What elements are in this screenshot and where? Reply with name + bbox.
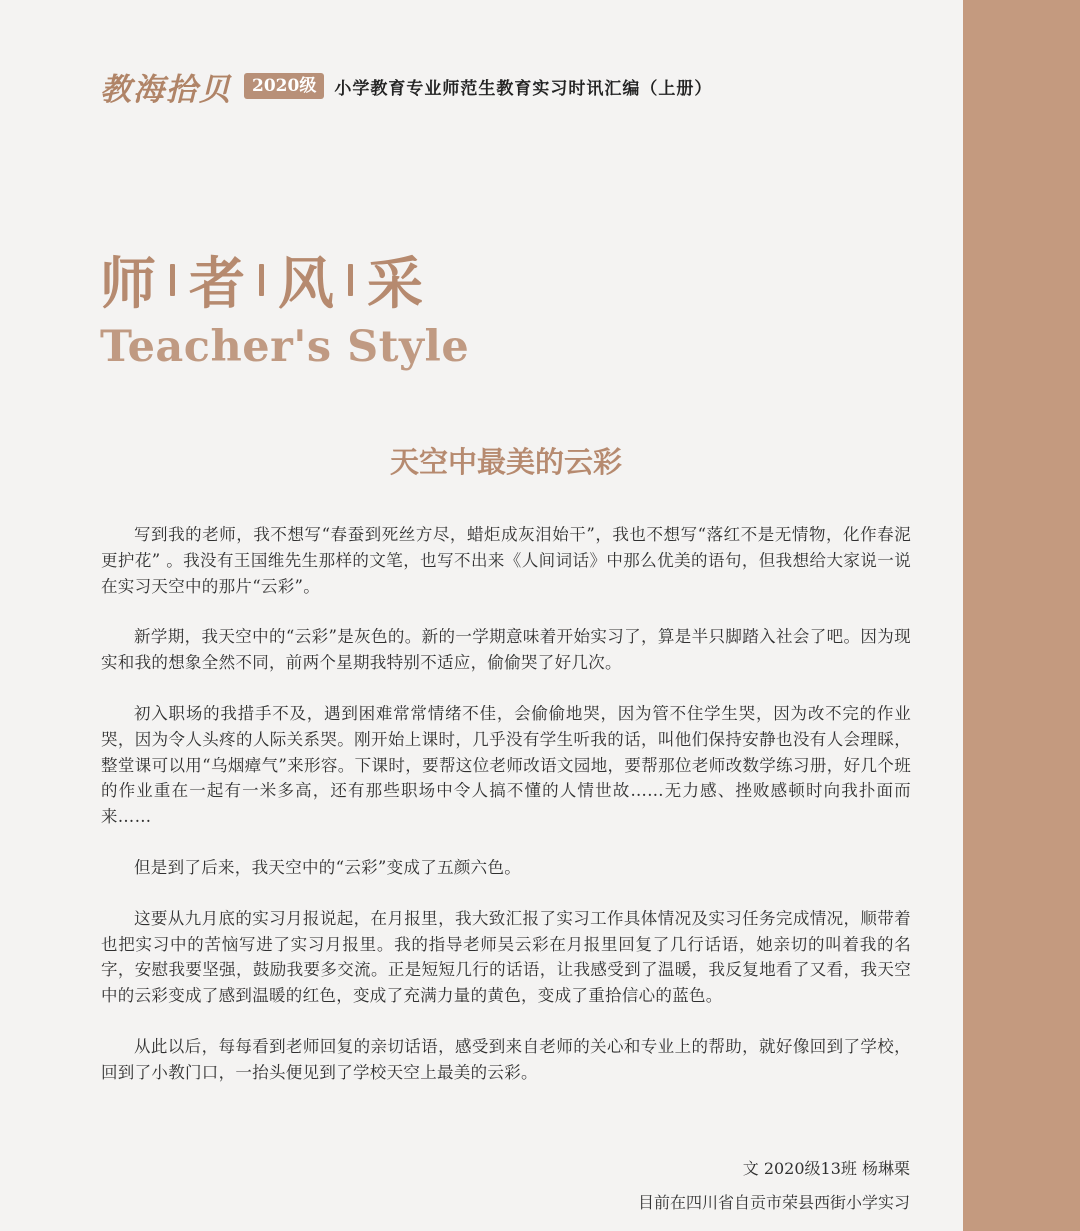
article-byline (638, 1152, 910, 1220)
title-separator (259, 264, 264, 296)
article-paragraph: 新学期，我天空中的“云彩”是灰色的。新的一学期意味着开始实习了，算是半只脚踏入社会了吧。因为现实和我的想象全然不同，前两个星期我特别不适应，偷偷哭了好几次。 (101, 627, 911, 673)
series-logo: 教海拾贝 (100, 71, 232, 108)
title-separator (170, 264, 175, 296)
section-title-char: 采 (367, 251, 423, 317)
author-line: 文 2020级13班 杨琳栗 (742, 1159, 910, 1178)
article-paragraph: 但是到了后来，我天空中的“云彩”变成了五颜六色。 (134, 857, 522, 877)
grade-badge: 2020级 (244, 73, 324, 99)
section-title-char: 风 (278, 251, 334, 317)
article-paragraph: 这要从九月底的实习月报说起，在月报里，我大致汇报了实习工作具体情况及实习任务完成情况，顺带着也把实习中的苦恼写进了实习月报里。我的指导老师吴云彩在月报里回复了几行话语，她亲切的叫着我的名字，安慰我要坚强，鼓励我要多交流。正是短短几行的话语，让我感受到了温暖，我反复地看了又看，我天空中的云彩变成了感到温暖的红色，变成了充满力量的黄色，变成了重拾信心的蓝色。 (101, 908, 911, 1006)
section-title (100, 244, 423, 316)
internship-location: 目前在四川省自贡市荣县西街小学实习 (637, 1193, 910, 1212)
title-separator (348, 264, 353, 296)
section-title-english: Teacher's Style (100, 322, 470, 372)
article-paragraph: 写到我的老师，我不想写“春蚕到死丝方尽，蜡炬成灰泪始干”，我也不想写“落红不是无情物，化作春泥更护花” 。我没有王国维先生那样的文笔，也写不出来《人间词话》中那么优美的语句，但我想给大家说一说在实习天空中的那片“云彩”。 (101, 525, 911, 596)
article-title: 天空中最美的云彩 (389, 445, 622, 479)
article-body (101, 522, 911, 1111)
decorative-side-band (963, 0, 1080, 1231)
article-paragraph: 初入职场的我措手不及，遇到困难常常情绪不佳，会偷偷地哭，因为管不住学生哭，因为改不完的作业哭，因为令人头疼的人际关系哭。刚开始上课时，几乎没有学生听我的话，叫他们保持安静也没有人会理睬，整堂课可以用“乌烟瘴气”来形容。下课时，要帮这位老师改语文园地，要帮那位老师改数学练习册，好几个班的作业重在一起有一米多高，还有那些职场中令人搞不懂的人情世故……无力感、挫败感顿时向我扑面而来…… (101, 703, 911, 827)
article-paragraph: 从此以后，每每看到老师回复的亲切话语，感受到来自老师的关心和专业上的帮助，就好像回到了学校，回到了小教门口，一抬头便见到了学校天空上最美的云彩。 (101, 1036, 911, 1082)
section-title-char: 师 (100, 251, 156, 317)
page-header (100, 66, 712, 106)
collection-title: 小学教育专业师范生教育实习时讯汇编（上册） (334, 78, 713, 99)
section-title-char: 者 (189, 251, 245, 317)
